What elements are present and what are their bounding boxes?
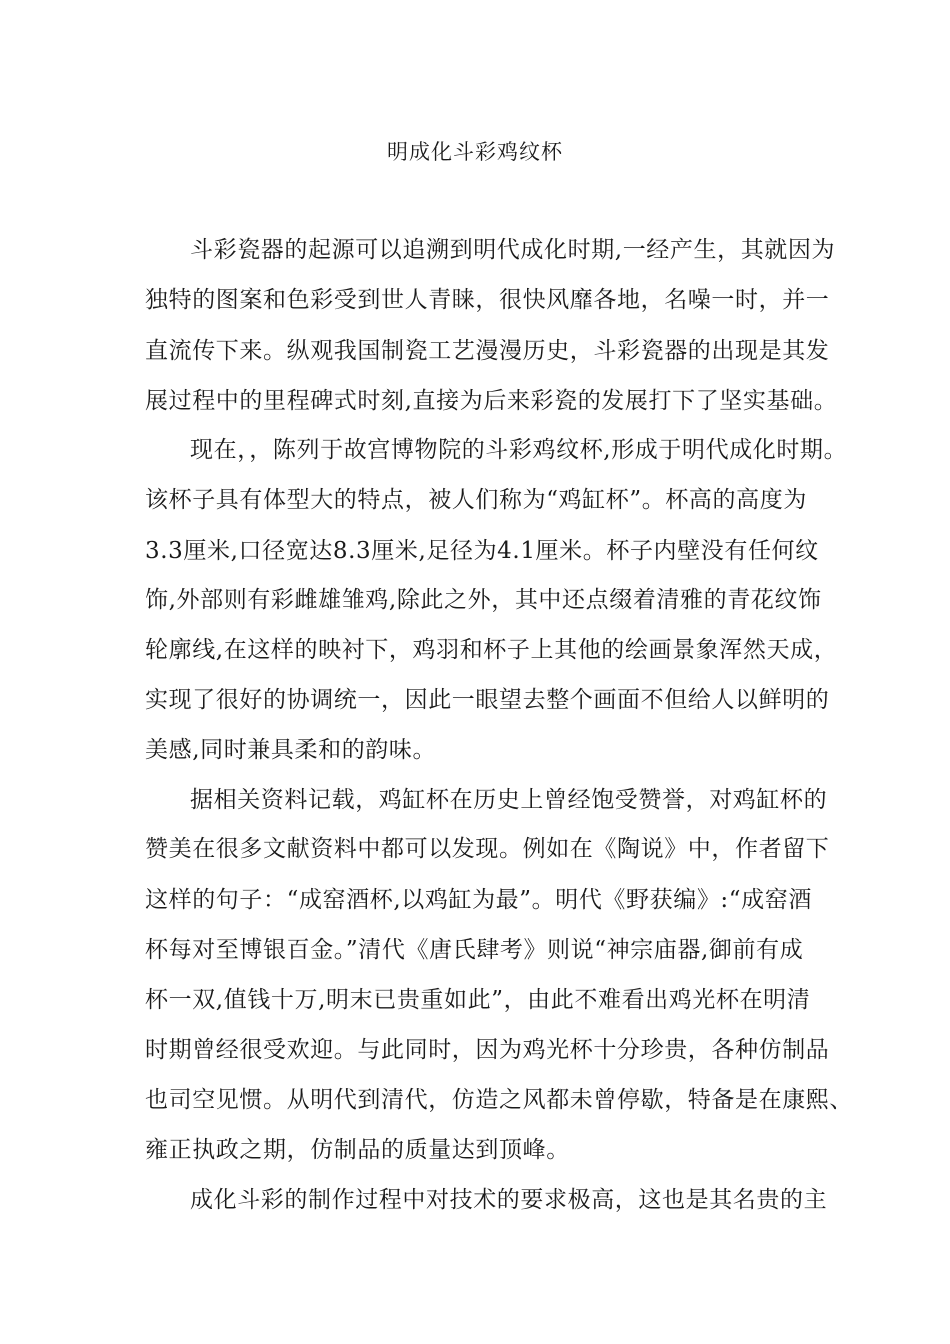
text-line: 轮廓线,在这样的映衬下，鸡羽和杯子上其他的绘画景象浑然天成， — [145, 637, 838, 663]
text-line: 斗彩瓷器的起源可以追溯到明代成化时期,一经产生，其就因为 — [190, 237, 836, 263]
text-line: 实现了很好的协调统一，因此一眼望去整个画面不但给人以鲜明的 — [145, 687, 830, 713]
page-title: 明成化斗彩鸡纹杯 — [387, 140, 563, 164]
text-line: 独特的图案和色彩受到世人青睐，很快风靡各地，名噪一时，并一 — [145, 287, 830, 313]
text-line: 直流传下来。纵观我国制瓷工艺漫漫历史，斗彩瓷器的出现是其发 — [145, 338, 830, 364]
text-line: 雍正执政之期，仿制品的质量达到顶峰。 — [145, 1137, 570, 1163]
text-line: 展过程中的里程碑式时刻,直接为后来彩瓷的发展打下了坚实基础。 — [145, 388, 838, 414]
text-line: 时期曾经很受欢迎。与此同时，因为鸡光杯十分珍贵，各种仿制品 — [145, 1037, 830, 1063]
text-line: 现在，，陈列于故宫博物院的斗彩鸡纹杯,形成于明代成化时期。 — [190, 437, 848, 463]
text-line: 也司空见惯。从明代到清代，仿造之风都未曾停歇，特备是在康熙、 — [145, 1087, 853, 1113]
text-line: 3.3厘米,口径宽达8.3厘米,足径为4.1厘米。杯子内壁没有任何纹 — [145, 538, 819, 564]
text-line: 该杯子具有体型大的特点，被人们称为“鸡缸杯”。杯高的高度为 — [145, 487, 807, 513]
text-line: 美感,同时兼具柔和的韵味。 — [145, 737, 437, 763]
text-line: 杯每对至博银百金。”清代《唐氏肆考》则说“神宗庙器,御前有成 — [145, 937, 804, 963]
text-line: 这样的句子：“成窑酒杯,以鸡缸为最”。明代《野获编》:“成窑酒 — [145, 887, 812, 913]
text-line: 成化斗彩的制作过程中对技术的要求极高，这也是其名贵的主 — [190, 1187, 828, 1213]
text-line: 饰,外部则有彩雌雄雏鸡,除此之外，其中还点缀着清雅的青花纹饰 — [145, 587, 822, 613]
text-line: 据相关资料记载，鸡缸杯在历史上曾经饱受赞誉，对鸡缸杯的 — [190, 787, 828, 813]
text-line: 赞美在很多文献资料中都可以发现。例如在《陶说》中，作者留下 — [145, 836, 830, 862]
text-line: 杯一双,值钱十万,明末已贵重如此”，由此不难看出鸡光杯在明清 — [145, 987, 811, 1013]
